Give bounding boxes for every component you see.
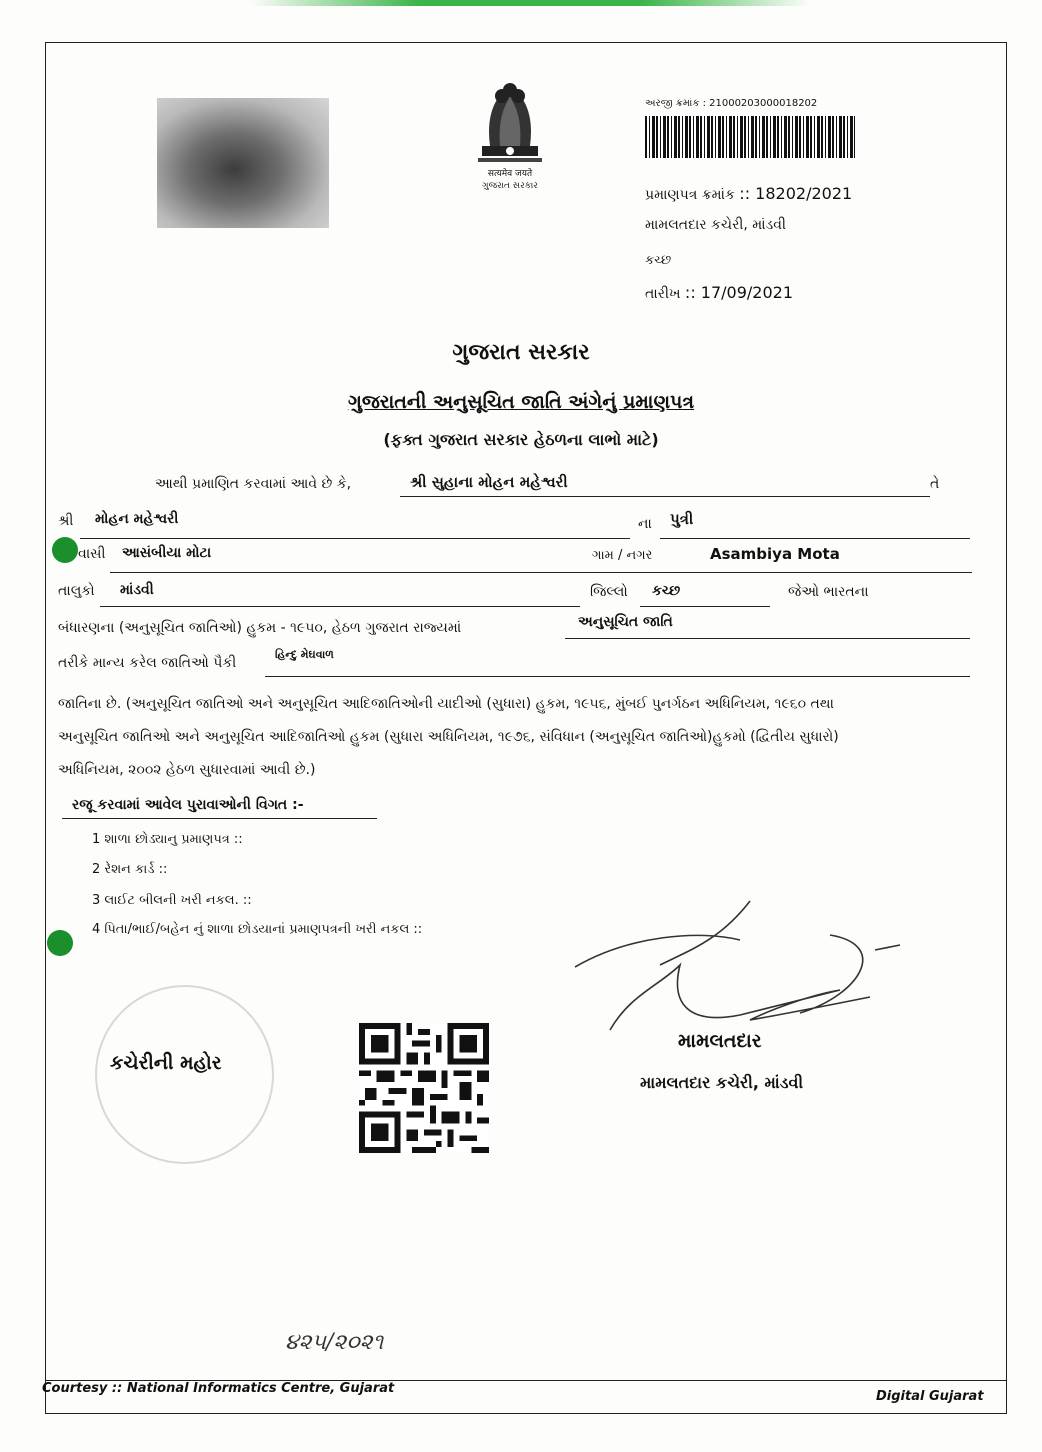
signatory-office: મામલતદાર કચેરી, માંડવી bbox=[640, 1073, 804, 1092]
village-english: Asambiya Mota bbox=[710, 545, 840, 563]
evidence-item: 4 પિતા/ભાઈ/બહેન નું શાળા છોડયાનાં પ્રમાણપત્રની ખરી નકલ :: bbox=[92, 922, 423, 937]
seal-label: કચેરીની મહોર bbox=[110, 1052, 222, 1074]
village-gujarati: આસંબીયા મોટા bbox=[122, 545, 212, 561]
signature bbox=[570, 895, 920, 1045]
caste-category: અનુસૂચિત જાતિ bbox=[578, 614, 673, 630]
ashoka-emblem-icon bbox=[462, 76, 558, 168]
issuing-district: કચ્છ bbox=[645, 253, 672, 268]
signatory-title: મામલતદાર bbox=[678, 1030, 762, 1052]
handwritten-number: ૪૨૫/૨૦૨૧ bbox=[285, 1330, 384, 1355]
line1-end: તે bbox=[930, 476, 940, 492]
qr-code bbox=[358, 1023, 490, 1153]
certificate-title-rest: ની અનુસૂચિત જાતિ અંગેનું પ્રમાણપત્ર bbox=[406, 391, 695, 413]
certificate-title-underlined: ગુજરાત bbox=[347, 391, 407, 413]
legal-paragraph bbox=[58, 688, 978, 787]
recognised-label: તરીકે માન્ય કરેલ જાતિઓ પૈકી bbox=[58, 655, 237, 671]
emblem-caption bbox=[450, 168, 570, 192]
father-name: મોહન મહેશ્વરી bbox=[95, 511, 179, 527]
issue-date-label: તારીખ bbox=[645, 286, 681, 302]
certificate-number-value: :: 18202/2021 bbox=[739, 184, 853, 203]
certificate-number bbox=[645, 184, 852, 203]
evidence-item: 1 શાળા છોડ્યાનુ પ્રમાણપત્ર :: bbox=[92, 832, 243, 847]
courtesy-note: Courtesy :: National Informatics Centre, Gujarat bbox=[42, 1381, 395, 1396]
taluka-label: તાલુકો bbox=[58, 583, 95, 599]
government-title: ગુજરાત સરકાર bbox=[452, 340, 590, 365]
applicant-photo bbox=[157, 98, 329, 228]
na-label: ના bbox=[638, 516, 652, 532]
district-value: કચ્છ bbox=[652, 583, 681, 599]
issue-date-value: :: 17/09/2021 bbox=[684, 283, 794, 302]
relation: પુત્રી bbox=[670, 510, 694, 528]
certificate-title bbox=[0, 391, 1042, 413]
green-dot-marker bbox=[52, 537, 78, 563]
application-number: અરજી ક્રમાંક : 21000203000018202 bbox=[645, 98, 818, 109]
district-label: જિલ્લો bbox=[590, 584, 628, 600]
top-green-strip bbox=[250, 0, 810, 6]
taluka-value: માંડવી bbox=[120, 582, 154, 598]
holder-name: શ્રી સુહાના મોહન મહેશ્વરી bbox=[410, 473, 568, 491]
evidence-heading: રજૂ કરવામાં આવેલ પુરાવાઓની વિગત :- bbox=[72, 797, 304, 813]
certificate-subtitle: (ફક્ત ગુજરાત સરકાર હેઠળના લાભો માટે) bbox=[383, 430, 659, 449]
constitution-order: બંધારણના (અનુસૂચિત જાતિઓ) હુકમ - ૧૯૫૦, હેઠળ ગુજરાત રાજ્યમાં bbox=[58, 620, 462, 636]
village-label: ગામ / નગર bbox=[592, 548, 653, 563]
emblem-gov-label: ગુજરાત સરકાર bbox=[482, 181, 538, 191]
evidence-item: 3 લાઈટ બીલની ખરી નકલ. :: bbox=[92, 893, 252, 908]
caste-name: હિન્દુ મેઘવાળ bbox=[275, 648, 334, 661]
india-label: જેઓ ભારતના bbox=[788, 584, 869, 600]
emblem-motto: सत्यमेव जयते bbox=[487, 169, 533, 179]
resident-label: વાસી bbox=[78, 546, 106, 562]
green-dot-marker bbox=[47, 930, 73, 956]
digital-gujarat-brand: Digital Gujarat bbox=[876, 1389, 984, 1404]
legal-paragraph-line: અધિનિયમ, ૨૦૦૨ હેઠળ સુધારવામાં આવી છે.) bbox=[58, 762, 316, 778]
legal-paragraph-line: જાતિના છે. (અનુસૂચિત જાતિઓ અને અનુસૂચિત આદિજાતિઓની યાદીઓ (સુધારા) હુકમ, ૧૯૫૬, મુંબઈ પુનર્ગઠન અધિનિયમ, ૧૯૬૦ તથા bbox=[58, 696, 834, 712]
legal-paragraph-line: અનુસૂચિત જાતિઓ અને અનુસૂચિત આદિજાતિઓ હુકમ (સુધારા અધિનિયમ, ૧૯૭૬, સંવિધાન (અનુસૂચિત જાતિઓ)હુકમો (દ્વિતીય સુધારો) bbox=[58, 729, 839, 745]
certify-label: આથી પ્રમાણિત કરવામાં આવે છે કે, bbox=[155, 476, 352, 492]
issuing-office: મામલતદાર કચેરી, માંડવી bbox=[645, 217, 786, 233]
office-seal bbox=[95, 985, 274, 1164]
issue-date bbox=[645, 283, 793, 302]
certificate-number-label: પ્રમાણપત્ર ક્રમાંક bbox=[645, 187, 735, 203]
shri-label: શ્રી bbox=[58, 513, 74, 529]
evidence-item: 2 રેશન કાર્ડ :: bbox=[92, 862, 168, 877]
barcode bbox=[645, 116, 855, 158]
